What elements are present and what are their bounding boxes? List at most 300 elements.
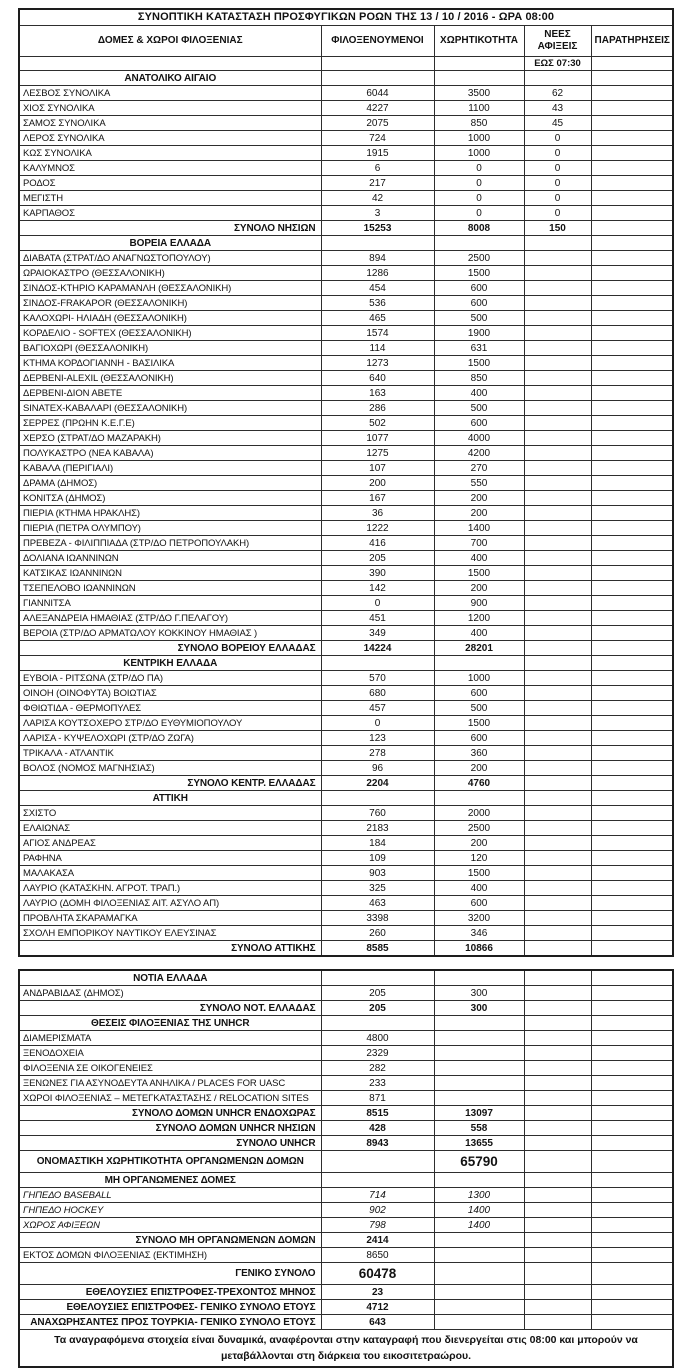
site-name-cell: ΤΣΕΠΕΛΟΒΟ ΙΩΑΝΝΙΝΩΝ — [19, 581, 321, 596]
site-row — [19, 296, 673, 311]
remarks-cell — [591, 236, 673, 251]
hosted-cell: 163 — [321, 386, 434, 401]
remarks-cell — [591, 1151, 673, 1173]
site-row — [19, 1031, 673, 1046]
site-name-cell: ΕΘΕΛΟΥΣΙΕΣ ΕΠΙΣΤΡΟΦΕΣ-ΤΡΕΧΟΝΤΟΣ ΜΗΝΟΣ — [19, 1285, 321, 1300]
site-row — [19, 1248, 673, 1263]
hosted-cell: 502 — [321, 416, 434, 431]
hosted-cell: 349 — [321, 626, 434, 641]
arrivals-cell: 0 — [524, 131, 591, 146]
hosted-cell: 643 — [321, 1315, 434, 1330]
remarks-cell — [591, 146, 673, 161]
hosted-cell: 205 — [321, 986, 434, 1001]
capacity-cell: 600 — [434, 296, 524, 311]
site-row — [19, 566, 673, 581]
capacity-cell — [434, 1031, 524, 1046]
remarks-cell — [591, 431, 673, 446]
section-header-row — [19, 970, 673, 986]
capacity-cell — [434, 1061, 524, 1076]
capacity-cell: 1400 — [434, 1203, 524, 1218]
capacity-cell: 0 — [434, 191, 524, 206]
site-row — [19, 431, 673, 446]
hosted-cell: 3398 — [321, 911, 434, 926]
arrivals-cell — [524, 536, 591, 551]
remarks-cell — [591, 776, 673, 791]
remarks-cell — [591, 881, 673, 896]
site-row — [19, 401, 673, 416]
hosted-cell: 184 — [321, 836, 434, 851]
capacity-cell — [434, 1016, 524, 1031]
arrivals-cell — [524, 1315, 591, 1330]
capacity-cell: 65790 — [434, 1151, 524, 1173]
arrivals-cell — [524, 356, 591, 371]
hosted-cell — [321, 236, 434, 251]
remarks-cell — [591, 761, 673, 776]
arrivals-cell — [524, 1233, 591, 1248]
remarks-cell — [591, 1218, 673, 1233]
remarks-cell — [591, 1031, 673, 1046]
capacity-cell: 2500 — [434, 251, 524, 266]
capacity-cell: 0 — [434, 176, 524, 191]
site-name-cell: ΣΥΝΟΛΟ ΑΤΤΙΚΗΣ — [19, 941, 321, 957]
arrivals-cell: 0 — [524, 161, 591, 176]
site-row — [19, 1046, 673, 1061]
site-row — [19, 191, 673, 206]
hosted-cell: 536 — [321, 296, 434, 311]
arrivals-cell: 0 — [524, 176, 591, 191]
arrivals-cell — [524, 431, 591, 446]
capacity-cell: 1200 — [434, 611, 524, 626]
site-name-cell: ΚΑΒΑΛΑ (ΠΕΡΙΓΙΑΛΙ) — [19, 461, 321, 476]
capacity-cell — [434, 1091, 524, 1106]
empty-cell — [19, 57, 321, 71]
site-name-cell: ΓΗΠΕΔΟ HOCKEY — [19, 1203, 321, 1218]
footnote: Τα αναγραφόμενα στοιχεία είναι δυναμικά, αναφέρονται στην καταγραφή που διενεργείται στις 08:00 και μπορούν να μεταβάλλονται στη διάρκεια του εικοσιτετραώρου. — [19, 1330, 673, 1368]
site-row — [19, 731, 673, 746]
arrivals-cell — [524, 506, 591, 521]
remarks-cell — [591, 476, 673, 491]
capacity-cell — [434, 1315, 524, 1330]
site-name-cell: ΔΙΑΒΑΤΑ (ΣΤΡΑΤ/ΔΟ ΑΝΑΓΝΩΣΤΟΠΟΥΛΟΥ) — [19, 251, 321, 266]
arrivals-cell — [524, 476, 591, 491]
arrivals-cell — [524, 881, 591, 896]
arrivals-cell — [524, 236, 591, 251]
section-header-row — [19, 656, 673, 671]
site-name-cell: ΠΙΕΡΙΑ (ΚΤΗΜΑ ΗΡΑΚΛΗΣ) — [19, 506, 321, 521]
site-name-cell: ΣΥΝΟΛΟ ΔΟΜΩΝ UNHCR ΝΗΣΙΩΝ — [19, 1121, 321, 1136]
capacity-cell: 400 — [434, 881, 524, 896]
site-name-cell: ΤΡΙΚΑΛΑ - ΑΤΛΑΝΤΙΚ — [19, 746, 321, 761]
arrivals-cell — [524, 821, 591, 836]
arrivals-cell — [524, 461, 591, 476]
site-name-cell: ΚΟΝΙΤΣΑ (ΔΗΜΟΣ) — [19, 491, 321, 506]
arrivals-cell — [524, 1001, 591, 1016]
site-name-cell: ΑΤΤΙΚΗ — [19, 791, 321, 806]
capacity-cell: 0 — [434, 161, 524, 176]
capacity-cell: 1500 — [434, 266, 524, 281]
hosted-cell: 0 — [321, 596, 434, 611]
arrivals-cell — [524, 296, 591, 311]
site-name-cell: ΚΟΡΔΕΛΙΟ - SOFTEX (ΘΕΣΣΑΛΟΝΙΚΗ) — [19, 326, 321, 341]
arrivals-cell — [524, 521, 591, 536]
arrivals-cell — [524, 1248, 591, 1263]
capacity-cell — [434, 970, 524, 986]
remarks-cell — [591, 1263, 673, 1285]
site-name-cell: ΒΕΡΟΙΑ (ΣΤΡ/ΔΟ ΑΡΜΑΤΩΛΟΥ ΚΟΚΚΙΝΟΥ ΗΜΑΘΙΑΣ ) — [19, 626, 321, 641]
capacity-cell: 1500 — [434, 716, 524, 731]
site-row — [19, 881, 673, 896]
arrivals-cell: 0 — [524, 146, 591, 161]
site-name-cell: ΧΙΟΣ ΣΥΝΟΛΙΚΑ — [19, 101, 321, 116]
capacity-cell: 4760 — [434, 776, 524, 791]
site-name-cell: ΓΙΑΝΝΙΤΣΑ — [19, 596, 321, 611]
hosted-cell: 798 — [321, 1218, 434, 1233]
site-row — [19, 836, 673, 851]
site-row — [19, 371, 673, 386]
arrivals-cell — [524, 686, 591, 701]
hosted-cell: 416 — [321, 536, 434, 551]
section-header-row — [19, 1016, 673, 1031]
hosted-cell: 2183 — [321, 821, 434, 836]
capacity-cell — [434, 1233, 524, 1248]
arrivals-cell — [524, 716, 591, 731]
site-name-cell: ΔΕΡΒΕΝΙ-ΔΙΟΝ ΑΒΕΤΕ — [19, 386, 321, 401]
hosted-cell: 6044 — [321, 86, 434, 101]
remarks-cell — [591, 86, 673, 101]
capacity-cell: 13097 — [434, 1106, 524, 1121]
arrivals-cell — [524, 986, 591, 1001]
hosted-cell — [321, 1016, 434, 1031]
site-row — [19, 446, 673, 461]
site-name-cell: ΣΥΝΟΛΟ ΜΗ ΟΡΓΑΝΩΜΕΝΩΝ ΔΟΜΩΝ — [19, 1233, 321, 1248]
site-name-cell: ΣΥΝΟΛΟ ΔΟΜΩΝ UNHCR ΕΝΔΟΧΩΡΑΣ — [19, 1106, 321, 1121]
remarks-cell — [591, 911, 673, 926]
remarks-cell — [591, 536, 673, 551]
capacity-cell: 3200 — [434, 911, 524, 926]
hosted-cell: 2075 — [321, 116, 434, 131]
remarks-cell — [591, 626, 673, 641]
remarks-cell — [591, 131, 673, 146]
hosted-cell: 4712 — [321, 1300, 434, 1315]
site-name-cell: ΚΑΤΣΙΚΑΣ ΙΩΑΝΝΙΝΩΝ — [19, 566, 321, 581]
site-name-cell: ΛΑΡΙΣΑ - ΚΥΨΕΛΟΧΩΡΙ (ΣΤΡ/ΔΟ ΖΩΓΑ) — [19, 731, 321, 746]
capacity-cell: 0 — [434, 206, 524, 221]
site-row — [19, 851, 673, 866]
hosted-cell: 2204 — [321, 776, 434, 791]
column-header-sites: ΔΟΜΕΣ & ΧΩΡΟΙ ΦΙΛΟΞΕΝΙΑΣ — [19, 26, 321, 57]
site-row — [19, 86, 673, 101]
site-name-cell: ΑΝΑΧΩΡΗΣΑΝΤΕΣ ΠΡΟΣ ΤΟΥΡΚΙΑ- ΓΕΝΙΚΟ ΣΥΝΟΛΟ ΕΤΟΥΣ — [19, 1315, 321, 1330]
capacity-cell: 600 — [434, 731, 524, 746]
remarks-cell — [591, 671, 673, 686]
site-name-cell: ΣΑΜΟΣ ΣΥΝΟΛΙΚΑ — [19, 116, 321, 131]
hosted-cell: 4800 — [321, 1031, 434, 1046]
capacity-cell: 200 — [434, 506, 524, 521]
remarks-cell — [591, 1046, 673, 1061]
remarks-cell — [591, 1173, 673, 1188]
site-name-cell: SINATEX-ΚΑΒΑΛΑΡΙ (ΘΕΣΣΑΛΟΝΙΚΗ) — [19, 401, 321, 416]
hosted-cell: 233 — [321, 1076, 434, 1091]
site-name-cell: ΔΟΛΙΑΝΑ ΙΩΑΝΝΙΝΩΝ — [19, 551, 321, 566]
capacity-cell: 4000 — [434, 431, 524, 446]
capacity-cell: 3500 — [434, 86, 524, 101]
hosted-cell: 902 — [321, 1203, 434, 1218]
site-name-cell: ΚΑΛΟΧΩΡΙ- ΗΛΙΑΔΗ (ΘΕΣΣΑΛΟΝΙΚΗ) — [19, 311, 321, 326]
remarks-cell — [591, 896, 673, 911]
site-name-cell: ΜΑΛΑΚΑΣΑ — [19, 866, 321, 881]
remarks-cell — [591, 1121, 673, 1136]
arrivals-cell — [524, 416, 591, 431]
site-name-cell: ΔΡΑΜΑ (ΔΗΜΟΣ) — [19, 476, 321, 491]
remarks-cell — [591, 641, 673, 656]
capacity-cell: 550 — [434, 476, 524, 491]
capacity-cell: 200 — [434, 761, 524, 776]
site-row — [19, 1076, 673, 1091]
capacity-cell: 850 — [434, 371, 524, 386]
site-name-cell: ΝΟΤΙΑ ΕΛΛΑΔΑ — [19, 970, 321, 986]
remarks-cell — [591, 686, 673, 701]
remarks-cell — [591, 656, 673, 671]
capacity-cell: 400 — [434, 551, 524, 566]
hosted-cell: 457 — [321, 701, 434, 716]
arrivals-cell — [524, 266, 591, 281]
site-name-cell: ΞΕΝΟΔΟΧΕΙΑ — [19, 1046, 321, 1061]
remarks-cell — [591, 596, 673, 611]
total-row — [19, 1121, 673, 1136]
site-row — [19, 386, 673, 401]
hosted-cell: 1915 — [321, 146, 434, 161]
site-name-cell: ΕΚΤΟΣ ΔΟΜΩΝ ΦΙΛΟΞΕΝΙΑΣ (ΕΚΤΙΜΗΣΗ) — [19, 1248, 321, 1263]
section-header-row — [19, 791, 673, 806]
arrivals-cell — [524, 371, 591, 386]
remarks-cell — [591, 1248, 673, 1263]
remarks-cell — [591, 1233, 673, 1248]
arrivals-cell — [524, 806, 591, 821]
arrivals-cell — [524, 1173, 591, 1188]
capacity-cell — [434, 71, 524, 86]
arrivals-cell — [524, 941, 591, 957]
arrivals-cell: 150 — [524, 221, 591, 236]
total-row — [19, 776, 673, 791]
capacity-cell: 1300 — [434, 1188, 524, 1203]
site-name-cell: ΕΥΒΟΙΑ - ΡΙΤΣΩΝΑ (ΣΤΡ/ΔΟ ΠΑ) — [19, 671, 321, 686]
remarks-cell — [591, 461, 673, 476]
capacity-cell: 1500 — [434, 866, 524, 881]
capacity-cell: 1100 — [434, 101, 524, 116]
capacity-cell: 300 — [434, 986, 524, 1001]
capacity-cell: 1000 — [434, 146, 524, 161]
arrivals-cell — [524, 701, 591, 716]
hosted-cell — [321, 791, 434, 806]
remarks-cell — [591, 416, 673, 431]
site-name-cell: ΛΕΣΒΟΣ ΣΥΝΟΛΙΚΑ — [19, 86, 321, 101]
arrivals-cell — [524, 311, 591, 326]
site-name-cell: ΦΘΙΩΤΙΔΑ - ΘΕΡΜΟΠΥΛΕΣ — [19, 701, 321, 716]
site-row — [19, 866, 673, 881]
capacity-cell: 500 — [434, 401, 524, 416]
capacity-cell — [434, 791, 524, 806]
capacity-cell: 8008 — [434, 221, 524, 236]
arrivals-cell — [524, 746, 591, 761]
capacity-cell: 1400 — [434, 521, 524, 536]
arrivals-cell — [524, 970, 591, 986]
site-name-cell: ΣΥΝΟΛΟ ΝΗΣΙΩΝ — [19, 221, 321, 236]
site-name-cell: ΑΓΙΟΣ ΑΝΔΡΕΑΣ — [19, 836, 321, 851]
hosted-cell: 465 — [321, 311, 434, 326]
site-name-cell: ΠΡΕΒΕΖΑ - ΦΙΛΙΠΠΙΑΔΑ (ΣΤΡ/ΔΟ ΠΕΤΡΟΠΟΥΛΑΚΗ) — [19, 536, 321, 551]
site-name-cell: ΒΟΡΕΙΑ ΕΛΛΑΔΑ — [19, 236, 321, 251]
site-name-cell: ΓΗΠΕΔΟ BASEBALL — [19, 1188, 321, 1203]
arrivals-cell: 0 — [524, 191, 591, 206]
hosted-cell — [321, 1151, 434, 1173]
hosted-cell: 903 — [321, 866, 434, 881]
remarks-cell — [591, 1091, 673, 1106]
capacity-cell — [434, 236, 524, 251]
site-row — [19, 1188, 673, 1203]
site-name-cell: ΦΙΛΟΞΕΝΙΑ ΣΕ ΟΙΚΟΓΕΝΕΙΕΣ — [19, 1061, 321, 1076]
remarks-cell — [591, 821, 673, 836]
site-name-cell: ΜΗ ΟΡΓΑΝΩΜΕΝΕΣ ΔΟΜΕΣ — [19, 1173, 321, 1188]
site-row — [19, 251, 673, 266]
capacity-cell: 1400 — [434, 1218, 524, 1233]
site-row — [19, 131, 673, 146]
hosted-cell: 463 — [321, 896, 434, 911]
site-row — [19, 1061, 673, 1076]
site-name-cell: ΣΥΝΟΛΟ ΒΟΡΕΙΟΥ ΕΛΛΑΔΑΣ — [19, 641, 321, 656]
hosted-cell: 109 — [321, 851, 434, 866]
hosted-cell: 282 — [321, 1061, 434, 1076]
arrivals-cell — [524, 1031, 591, 1046]
site-row — [19, 506, 673, 521]
total-row — [19, 641, 673, 656]
report-title: ΣΥΝΟΠΤΙΚΗ ΚΑΤΑΣΤΑΣΗ ΠΡΟΣΦΥΓΙΚΩΝ ΡΟΩΝ ΤΗΣ 13 / 10 / 2016 - ΩΡΑ 08:00 — [19, 9, 673, 26]
capacity-cell: 700 — [434, 536, 524, 551]
hosted-cell: 260 — [321, 926, 434, 941]
site-row — [19, 536, 673, 551]
site-row — [19, 341, 673, 356]
site-row — [19, 491, 673, 506]
section-header-row — [19, 1173, 673, 1188]
hosted-cell: 714 — [321, 1188, 434, 1203]
arrivals-cell — [524, 1046, 591, 1061]
remarks-cell — [591, 551, 673, 566]
hosted-cell: 1077 — [321, 431, 434, 446]
hosted-cell: 724 — [321, 131, 434, 146]
hosted-cell: 217 — [321, 176, 434, 191]
total-row — [19, 221, 673, 236]
arrivals-cell — [524, 491, 591, 506]
hosted-cell: 1286 — [321, 266, 434, 281]
remarks-cell — [591, 836, 673, 851]
arrivals-cell — [524, 896, 591, 911]
site-row — [19, 716, 673, 731]
site-name-cell: ΡΑΦΗΝΑ — [19, 851, 321, 866]
site-row — [19, 671, 673, 686]
site-name-cell: ΣΧΟΛΗ ΕΜΠΟΡΙΚΟΥ ΝΑΥΤΙΚΟΥ ΕΛΕΥΣΙΝΑΣ — [19, 926, 321, 941]
hosted-cell: 2414 — [321, 1233, 434, 1248]
remarks-cell — [591, 1106, 673, 1121]
remarks-cell — [591, 1016, 673, 1031]
remarks-cell — [591, 356, 673, 371]
arrivals-cell — [524, 1016, 591, 1031]
arrivals-cell — [524, 731, 591, 746]
site-row — [19, 626, 673, 641]
site-row — [19, 746, 673, 761]
remarks-cell — [591, 401, 673, 416]
hosted-cell: 167 — [321, 491, 434, 506]
subheader-row — [19, 57, 673, 71]
hosted-cell: 42 — [321, 191, 434, 206]
capacity-cell: 1000 — [434, 131, 524, 146]
hosted-cell: 8585 — [321, 941, 434, 957]
hosted-cell: 3 — [321, 206, 434, 221]
capacity-cell — [434, 1285, 524, 1300]
arrivals-cell — [524, 386, 591, 401]
column-header-arrivals: ΝΕΕΣ ΑΦΙΞΕΙΣ — [524, 26, 591, 57]
arrivals-cell — [524, 911, 591, 926]
site-name-cell: ΩΡΑΙΟΚΑΣΤΡΟ (ΘΕΣΣΑΛΟΝΙΚΗ) — [19, 266, 321, 281]
arrivals-cell — [524, 446, 591, 461]
site-name-cell: ΔΕΡΒΕΝΙ-ALEXIL (ΘΕΣΣΑΛΟΝΙΚΗ) — [19, 371, 321, 386]
capacity-cell: 1500 — [434, 356, 524, 371]
capacity-cell: 10866 — [434, 941, 524, 957]
arrivals-cell — [524, 566, 591, 581]
site-row — [19, 911, 673, 926]
remarks-cell — [591, 746, 673, 761]
remarks-cell — [591, 701, 673, 716]
arrivals-cell — [524, 1203, 591, 1218]
refugee-flows-table — [18, 8, 674, 957]
hosted-cell: 142 — [321, 581, 434, 596]
site-row — [19, 311, 673, 326]
remarks-cell — [591, 986, 673, 1001]
remarks-cell — [591, 491, 673, 506]
column-header-capacity: ΧΩΡΗΤΙΚΟΤΗΤΑ — [434, 26, 524, 57]
remarks-cell — [591, 866, 673, 881]
site-name-cell: ΣΥΝΟΛΟ ΚΕΝΤΡ. ΕΛΛΑΔΑΣ — [19, 776, 321, 791]
site-row — [19, 521, 673, 536]
total-row — [19, 1106, 673, 1121]
arrivals-cell — [524, 626, 591, 641]
arrivals-cell — [524, 656, 591, 671]
arrivals-cell: 0 — [524, 206, 591, 221]
site-name-cell: ΧΕΡΣΟ (ΣΤΡΑΤ/ΔΟ ΜΑΖΑΡΑΚΗ) — [19, 431, 321, 446]
capacity-cell: 600 — [434, 281, 524, 296]
remarks-cell — [591, 611, 673, 626]
capacity-cell: 28201 — [434, 641, 524, 656]
hosted-cell: 1574 — [321, 326, 434, 341]
capacity-cell — [434, 1173, 524, 1188]
hosted-cell: 107 — [321, 461, 434, 476]
arrivals-cell — [524, 1188, 591, 1203]
site-name-cell: ΔΙΑΜΕΡΙΣΜΑΤΑ — [19, 1031, 321, 1046]
site-name-cell: ΣΙΝΔΟΣ-FRAKAPOR (ΘΕΣΣΑΛΟΝΙΚΗ) — [19, 296, 321, 311]
site-name-cell: ΛΑΡΙΣΑ ΚΟΥΤΣΟΧΕΡΟ ΣΤΡ/ΔΟ ΕΥΘΥΜΙΟΠΟΥΛΟΥ — [19, 716, 321, 731]
hosted-cell: 8515 — [321, 1106, 434, 1121]
arrivals-cell — [524, 251, 591, 266]
remarks-cell — [591, 1188, 673, 1203]
site-name-cell: ΠΡΟΒΛΗΤΑ ΣΚΑΡΑΜΑΓΚΑ — [19, 911, 321, 926]
arrivals-cell — [524, 596, 591, 611]
site-name-cell: ΟΙΝΟΗ (ΟΙΝΟΦΥΤΑ) ΒΟΙΩΤΙΑΣ — [19, 686, 321, 701]
remarks-cell — [591, 326, 673, 341]
site-name-cell: ΓΕΝΙΚΟ ΣΥΝΟΛΟ — [19, 1263, 321, 1285]
remarks-cell — [591, 1203, 673, 1218]
capacity-cell: 500 — [434, 311, 524, 326]
section-header-row — [19, 71, 673, 86]
remarks-cell — [591, 281, 673, 296]
remarks-cell — [591, 581, 673, 596]
